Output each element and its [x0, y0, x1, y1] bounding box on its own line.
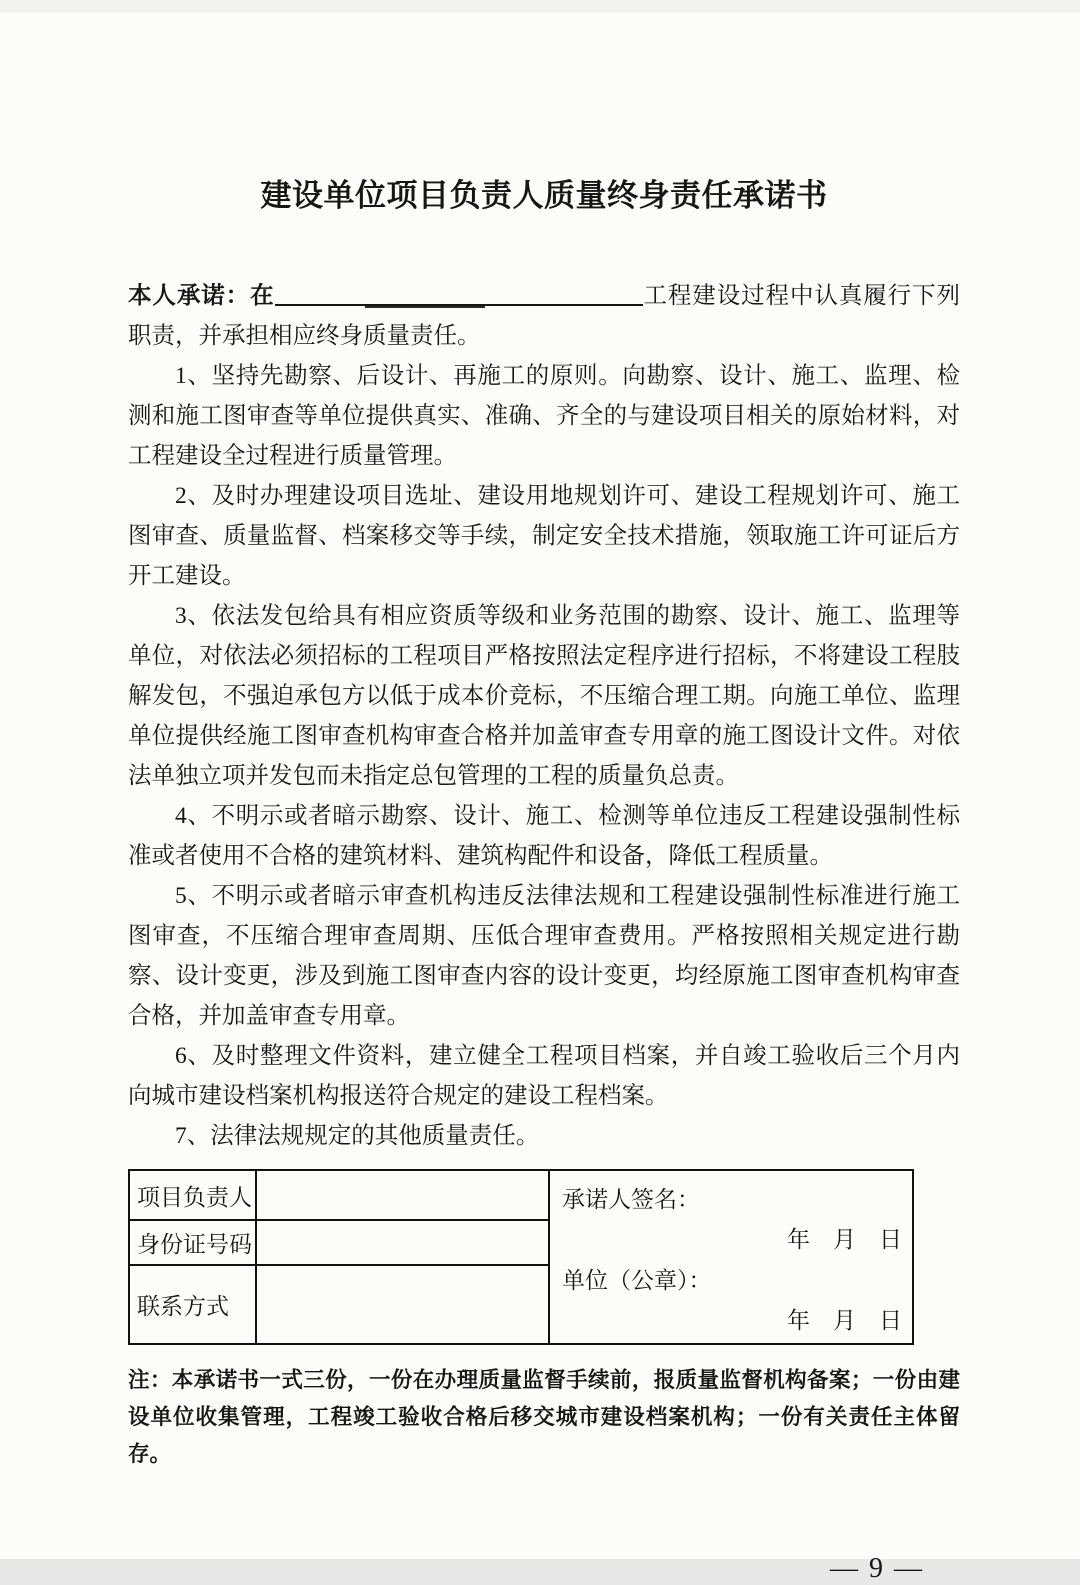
commitment-suffix: 工程建设过程中认真履行下列职责，并承担相应终身质量责任。 — [128, 283, 961, 349]
label-project-leader: 项目负责人 — [130, 1171, 257, 1221]
seal-label[interactable]: 单位（公章）： — [562, 1267, 712, 1293]
document-content — [128, 170, 960, 1585]
responsibility-item-7: 7、法律法规规定的其他质量责任。 — [175, 1123, 540, 1149]
signature-cell — [550, 1171, 912, 1343]
label-id-number: 身份证号码 — [130, 1221, 257, 1266]
page-number: — 9 — — [830, 1553, 924, 1584]
project-name-fill-in-blank[interactable] — [275, 300, 643, 306]
note-paragraph: 注：本承诺书一式三份，一份在办理质量监督手续前，报质量监督机构备案；一份由建设单位收集管理，工程竣工验收合格后移交城市建设档案机构；一份有关责任主体留存。 — [128, 1368, 960, 1466]
responsibility-item-2: 2、及时办理建设项目选址、建设用地规划许可、建设工程规划许可、施工图审查、质量监督、档案移交等手续，制定安全技术措施，领取施工许可证后方开工建设。 — [128, 483, 960, 589]
responsibility-item-1: 1、坚持先勘察、后设计、再施工的原则。向勘察、设计、施工、监理、检测和施工图审查等单位提供真实、准确、齐全的与建设项目相关的原始材料，对工程建设全过程进行质量管理。 — [128, 363, 960, 469]
page-title: 建设单位项目负责人质量终身责任承诺书 — [260, 178, 828, 213]
responsibility-item-3: 3、依法发包给具有相应资质等级和业务范围的勘察、设计、施工、监理等单位，对依法必须招标的工程项目严格按照法定程序进行招标，不将建设工程肢解发包，不强迫承包方以低于成本价竞标，不压缩合理工期。向施工单位、监理单位提供经施工图审查机构审查合格并加盖审查专用章的施工图设计文件。对依法单独立项并发包而未指定总包管理的工程的质量负总责。 — [128, 603, 960, 789]
commitment-intro-paragraph — [128, 276, 960, 356]
responsibility-item-6: 6、及时整理文件资料，建立健全工程项目档案，并自竣工验收后三个月内向城市建设档案机构报送符合规定的建设工程档案。 — [128, 1043, 960, 1109]
label-contact: 联系方式 — [130, 1266, 257, 1343]
commitment-prefix: 本人承诺：在 — [128, 283, 275, 309]
input-id-number[interactable] — [257, 1221, 550, 1266]
seal-date-line[interactable]: 年 月 日 — [787, 1307, 902, 1333]
input-contact[interactable] — [257, 1266, 550, 1343]
responsibility-item-5: 5、不明示或者暗示审查机构违反法律法规和工程建设强制性标准进行施工图审查，不压缩合理审查周期、压低合理审查费用。严格按照相关规定进行勘察、设计变更，涉及到施工图审查内容的设计变更，均经原施工图审查机构审查合格，并加盖审查专用章。 — [128, 883, 960, 1029]
signatory-info-table — [128, 1169, 914, 1345]
responsibility-item-4: 4、不明示或者暗示勘察、设计、施工、检测等单位违反工程建设强制性标准或者使用不合格的建筑材料、建筑构配件和设备，降低工程质量。 — [128, 803, 960, 869]
input-project-leader[interactable] — [257, 1171, 550, 1221]
sign-date-line[interactable]: 年 月 日 — [787, 1227, 902, 1253]
scan-edge-artifact — [0, 0, 1080, 13]
sign-label[interactable]: 承诺人签名： — [562, 1187, 700, 1212]
